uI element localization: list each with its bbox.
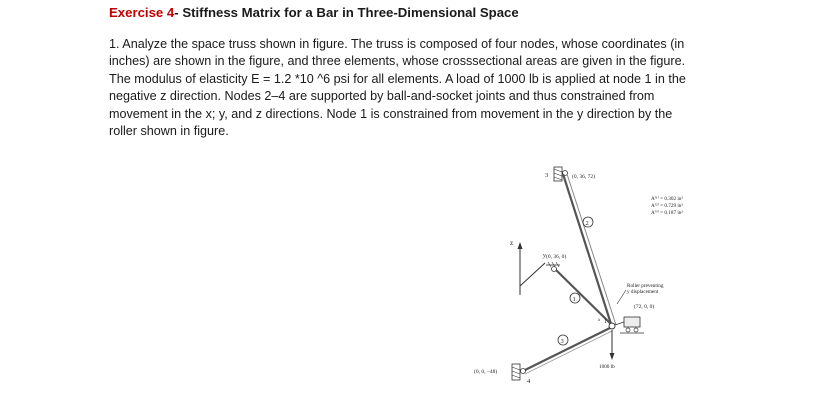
problem-line: 1. Analyze the space truss shown in figure. The truss is composed of four nodes, whose coordinates (in: [109, 37, 685, 51]
problem-statement: [109, 36, 721, 140]
node1-joint: [609, 323, 615, 329]
element-2-number: 2: [585, 220, 589, 227]
area-element-3: A⁽³⁾ = 0.187 in²: [651, 210, 683, 216]
node1-coordinates: (72, 0, 0): [634, 304, 655, 310]
node3-number: 3: [545, 172, 549, 179]
area-element-1: A⁽¹⁾ = 0.302 in²: [651, 196, 683, 202]
hatch: [548, 262, 551, 267]
roller-wheel: [634, 328, 638, 332]
hatch: [556, 262, 559, 267]
problem-line: negative z direction. Nodes 2–4 are supported by ball-and-socket joints and thus constrained from: [109, 89, 655, 104]
exercise-title: - Stiffness Matrix for a Bar in Three-Dimensional Space: [174, 5, 519, 20]
load-arrow-head: [610, 353, 615, 360]
load-label: 1000 lb: [599, 364, 615, 370]
space-truss-figure: [440, 160, 720, 390]
exercise-number: Exercise 4: [109, 5, 175, 20]
node4-joint: [521, 369, 526, 374]
roller-note-leader: [617, 290, 626, 304]
roller-note-line-1: Roller preventing: [627, 283, 664, 289]
node2-coordinates: (0, 36, 0): [546, 254, 567, 260]
z-axis-arrow: [518, 242, 523, 249]
roller-support: [624, 317, 640, 327]
element-1-number: 1: [572, 296, 576, 303]
problem-line: inches) are shown in the figure, and three elements, whose crosssectional areas are given in the figure.: [109, 54, 686, 69]
node3-coordinates: (0, 36, 72): [572, 174, 595, 180]
x-axis-label: x: [598, 318, 601, 323]
roller-note-line-2: y displacement: [627, 289, 659, 295]
node4-number: 4: [527, 378, 531, 385]
y-axis-label: y: [543, 252, 546, 259]
z-axis-label: z: [510, 239, 514, 247]
exercise-heading: [109, 5, 519, 20]
hatch: [512, 371, 520, 374]
element-3-number: 3: [560, 338, 564, 345]
hatch: [512, 375, 520, 378]
roller-wheel: [626, 328, 630, 332]
y-axis-line: [520, 263, 545, 286]
hatch: [554, 173, 562, 176]
truss-element-2: [563, 174, 612, 327]
area-element-2: A⁽²⁾ = 0.729 in²: [651, 203, 683, 209]
hatch: [554, 169, 562, 172]
problem-line: The modulus of elasticity E = 1.2 *10 ^6 psi for all elements. A load of 1000 lb is applied at node 1 in the: [109, 71, 686, 86]
hatch: [512, 367, 520, 370]
problem-line: movement in the x; y, and z directions. Node 1 is constrained from movement in the y direction by the: [109, 106, 673, 121]
problem-line: roller shown in figure.: [109, 124, 229, 139]
node3-support: [554, 167, 562, 181]
node1-number: 1: [604, 319, 607, 325]
hatch: [554, 177, 562, 180]
node4-coordinates: (0, 0, −48): [474, 369, 498, 375]
